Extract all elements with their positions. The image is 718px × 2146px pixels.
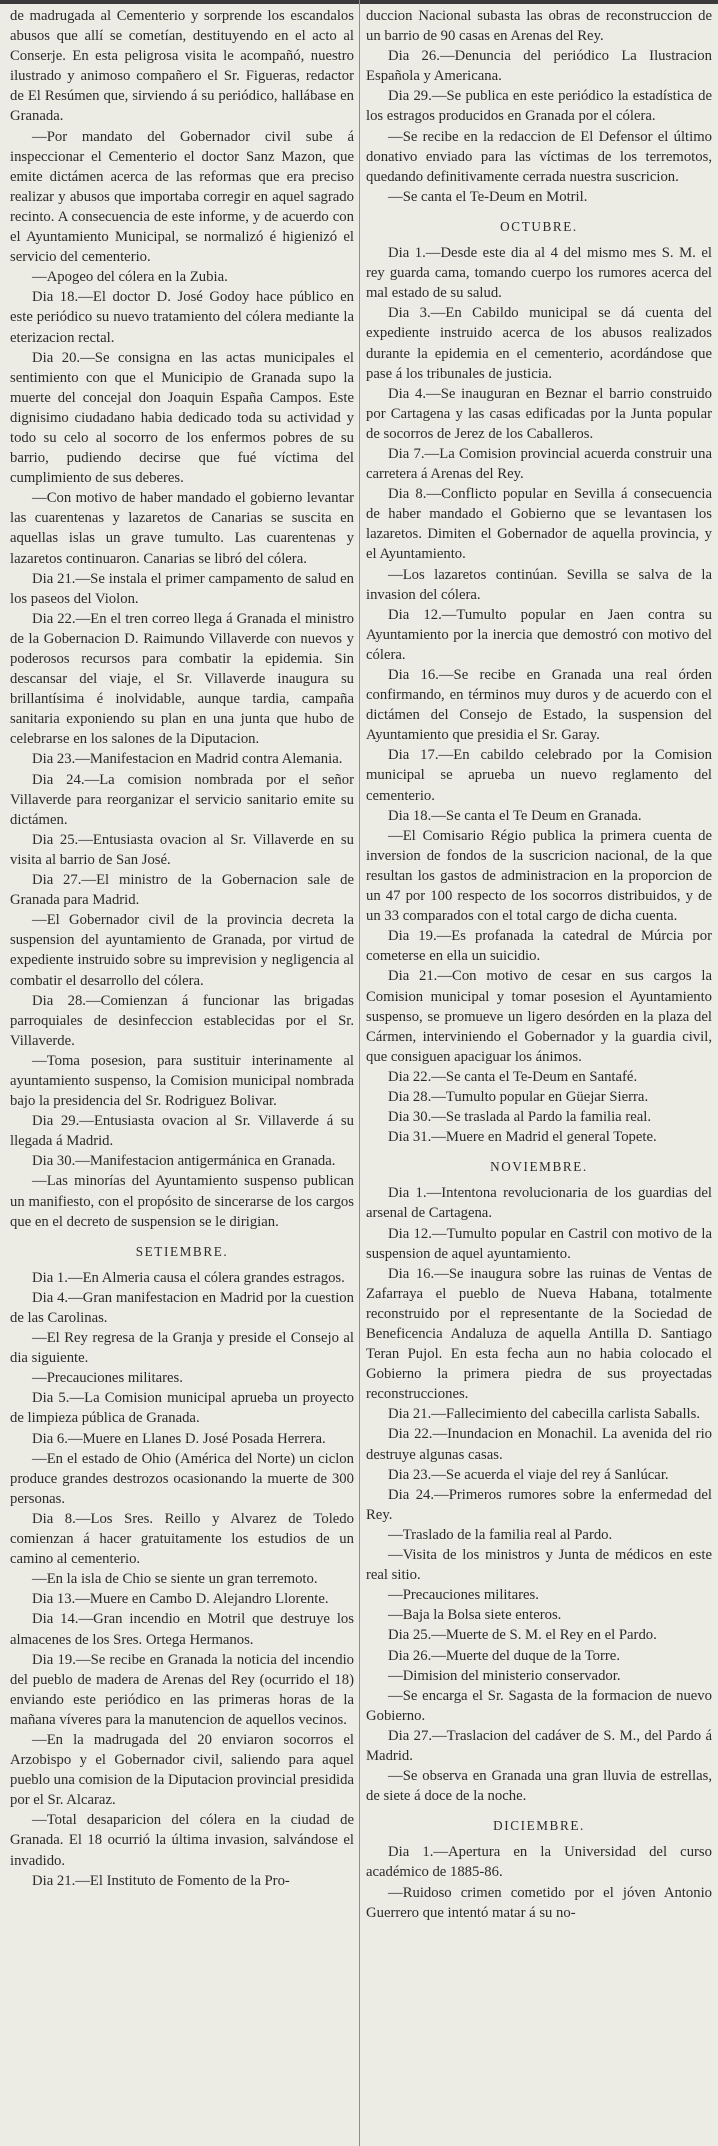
- month-heading: NOVIEMBRE.: [490, 1159, 588, 1175]
- left-column-entry: Dia 28.—Comienzan á funcionar las brigadas parroquiales de desinfeccion establecidas por el Sr. Villaverde.: [10, 992, 354, 1049]
- right-column-entry: Dia 12.—Tumulto popular en Castril con motivo de la suspension de aquel ayuntamiento.: [366, 1225, 712, 1262]
- right-column-entry: Dia 1.—Desde este dia al 4 del mismo mes S. M. el rey guarda cama, tomando cuerpo los rumores acerca del mal estado de su salud.: [366, 245, 712, 302]
- left-column-entry: —Total desaparicion del cólera en la ciudad de Granada. El 18 ocurrió la última invasion, salvándose el invadido.: [10, 1812, 354, 1869]
- left-column-entry: —Con motivo de haber mandado el gobierno levantar las cuarentenas y lazaretos de Canarias se suscita en aquellas islas un grave tumulto. Las cuarentenas y lazaretos continuaron. Canarias se libró del cólera.: [10, 490, 354, 567]
- left-column: [10, 6, 354, 2142]
- right-column-entry: —Ruidoso crimen cometido por el jóven Antonio Guerrero que intentó matar á su no-: [366, 1884, 712, 1921]
- right-column-entry: —Traslado de la familia real al Pardo.: [388, 1526, 613, 1543]
- column-divider: [359, 0, 360, 2146]
- left-column-entry: —Toma posesion, para sustituir interinamente al ayuntamiento suspenso, la Comision municipal nombrada bajo la presidencia del Sr. Rodriguez Bolivar.: [10, 1052, 354, 1110]
- right-column-entry: Dia 1.—Intentona revolucionaria de los guardias del arsenal de Cartagena.: [366, 1185, 712, 1222]
- right-column-entry: —Los lazaretos continúan. Sevilla se salva de la invasion del cólera.: [366, 566, 712, 603]
- right-column-entry: —Visita de los ministros y Junta de médicos en este real sitio.: [366, 1547, 712, 1584]
- month-heading: OCTUBRE.: [500, 218, 578, 234]
- right-column-entry: —Se recibe en la redaccion de El Defensor el último donativo enviado para las víctimas de los terremotos, quedando definitivamente cerrada nuestra suscricion.: [366, 128, 712, 185]
- right-column-entry: Dia 3.—En Cabildo municipal se dá cuenta del expediente instruido acerca de los abusos realizados durante la epidemia en el cementerio, acordándose que pase á los tribunales de justicia.: [366, 305, 712, 382]
- right-column-entry: Dia 24.—Primeros rumores sobre la enfermedad del Rey.: [366, 1486, 712, 1523]
- left-column-entry: Dia 20.—Se consigna en las actas municipales el sentimiento con que el Municipio de Granada supo la muerte del concejal don Joaquin España Campos. Este dignisimo ciudadano habia dedicado toda su actividad y todo su celo al socorro de los enfermos pobres de su barrio, pudiendo decirse que fué víctima del cumplimiento de sus deberes.: [10, 349, 354, 487]
- left-column-entry: —Precauciones militares.: [32, 1370, 183, 1387]
- left-column-entry: —En la madrugada del 20 enviaron socorros el Arzobispo y el Gobernador civil, saliendo para aquel pueblo una comision de la Diputacion provincial presidida por el Sr. Alcaraz.: [10, 1731, 354, 1809]
- right-column-entry: —Baja la Bolsa siete enteros.: [388, 1607, 562, 1624]
- left-column-entry: Dia 21.—Se instala el primer campamento de salud en los paseos del Violon.: [10, 570, 354, 607]
- left-column-entry: Dia 13.—Muere en Cambo D. Alejandro Llorente.: [32, 1591, 329, 1608]
- right-column-entry: duccion Nacional subasta las obras de reconstruccion de un barrio de 90 casas en Arenas del Rey.: [366, 8, 712, 45]
- right-column-entry: Dia 1.—Apertura en la Universidad del curso académico de 1885-86.: [366, 1844, 712, 1881]
- left-column-entry: Dia 5.—La Comision municipal aprueba un proyecto de limpieza pública de Granada.: [10, 1390, 354, 1427]
- right-column-entry: Dia 31.—Muere en Madrid el general Topete.: [388, 1129, 657, 1146]
- right-column-entry: Dia 28.—Tumulto popular en Güejar Sierra.: [388, 1088, 649, 1105]
- right-column-entry: Dia 16.—Se recibe en Granada una real órden confirmando, en términos muy duros y de acuerdo con el dictámen del Consejo de Estado, la suspension del Ayuntamiento que presidia el Sr. Garay.: [366, 667, 712, 744]
- left-column-entry: —En el estado de Ohio (América del Norte) un ciclon produce grandes destrozos ocasionando la muerte de 300 personas.: [10, 1450, 354, 1507]
- right-column-entry: Dia 4.—Se inauguran en Beznar el barrio construido por Cartagena y las casas edificadas por la Junta popular de socorros de Jerez de los Caballeros.: [366, 385, 712, 442]
- left-column-entry: —El Rey regresa de la Granja y preside el Consejo al dia siguiente.: [10, 1330, 354, 1367]
- right-column-entry: —Dimision del ministerio conservador.: [388, 1667, 621, 1684]
- left-column-entry: —En la isla de Chio se siente un gran terremoto.: [32, 1571, 318, 1588]
- right-column-entry: Dia 18.—Se canta el Te Deum en Granada.: [388, 807, 642, 824]
- month-heading: SETIEMBRE.: [135, 1243, 229, 1259]
- left-column-entry: Dia 6.—Muere en Llanes D. José Posada Herrera.: [32, 1430, 326, 1447]
- right-column-entry: Dia 19.—Es profanada la catedral de Múrcia por cometerse en ella un suicidio.: [366, 928, 712, 965]
- right-column-entry: Dia 8.—Conflicto popular en Sevilla á consecuencia de haber mandado el Gobierno que se levantasen los lazaretos. Dimiten el Gobernador de aquella provincia, y el Ayuntamiento.: [366, 486, 712, 563]
- left-column-entry: Dia 27.—El ministro de la Gobernacion sale de Granada para Madrid.: [10, 872, 354, 909]
- left-column-entry: Dia 25.—Entusiasta ovacion al Sr. Villaverde en su visita al barrio de San José.: [10, 831, 354, 868]
- left-column-entry: Dia 18.—El doctor D. José Godoy hace público en este periódico su nuevo tratamiento del cólera mediante la eterizacion rectal.: [10, 289, 354, 346]
- left-column-entry: Dia 19.—Se recibe en Granada la noticia del incendio del pueblo de madera de Arenas del Rey (ocurrido el 18) enviando este periódico en las primeras horas de la mañana víveres para la manutencion de aquellos vecinos.: [10, 1651, 354, 1728]
- right-column-entry: —Se canta el Te-Deum en Motril.: [388, 188, 588, 205]
- month-heading: DICIEMBRE.: [493, 1818, 585, 1834]
- right-column: [366, 6, 712, 2142]
- left-column-entry: Dia 4.—Gran manifestacion en Madrid por la cuestion de las Carolinas.: [10, 1289, 354, 1326]
- right-column-entry: Dia 30.—Se traslada al Pardo la familia real.: [388, 1109, 652, 1126]
- left-column-entry: —Las minorías del Ayuntamiento suspenso publican un manifiesto, con el propósito de sincerarse de los cargos que en el decreto de suspension se le dirigian.: [10, 1173, 354, 1230]
- right-column-entry: Dia 26.—Muerte del duque de la Torre.: [388, 1647, 620, 1664]
- right-column-entry: Dia 21.—Fallecimiento del cabecilla carlista Saballs.: [388, 1406, 701, 1423]
- right-column-entry: Dia 17.—En cabildo celebrado por la Comision municipal se aprueba un nuevo reglamento del cementerio.: [366, 747, 712, 804]
- left-column-entry: Dia 8.—Los Sres. Reillo y Alvarez de Toledo comienzan á hacer gratuitamente los estudios de un camino al cementerio.: [10, 1510, 354, 1568]
- right-column-entry: Dia 22.—Se canta el Te-Deum en Santafé.: [388, 1068, 638, 1085]
- right-column-entry: —El Comisario Régio publica la primera cuenta de inversion de fondos de la suscricion nacional, de la que resultan los gastos de administracion en la proporcion de un 47 por 100 respecto de los socorros distribuidos, y de un 33 comparados con el total cargo de dicha cuenta.: [366, 827, 712, 925]
- right-column-entry: Dia 23.—Se acuerda el viaje del rey á Sanlúcar.: [388, 1466, 669, 1483]
- left-column-entry: de madrugada al Cementerio y sorprende los escandalos abusos que allí se cometían, destituyendo en el acto al Conserje. En esta peligrosa visita le acompañó, nuestro ilustrado y animoso compañero el Sr. Figueras, redactor de El Resúmen que, sirviendo á su periódico, hallábase en Granada.: [10, 8, 354, 125]
- left-column-entry: —Apogeo del cólera en la Zubia.: [32, 269, 228, 286]
- right-column-entry: —Precauciones militares.: [388, 1587, 539, 1604]
- right-column-entry: Dia 22.—Inundacion en Monachil. La avenida del rio destruye algunas casas.: [366, 1426, 712, 1463]
- left-column-entry: Dia 21.—El Instituto de Fomento de la Pro-: [32, 1872, 290, 1889]
- left-column-entry: Dia 22.—En el tren correo llega á Granada el ministro de la Gobernacion D. Raimundo Villaverde con nuevos y poderosos recursos para combatir la epidemia. Sin descansar del viaje, el Sr. Villaverde inaugura su brillantísima é inolvidable, aunque tardia, campaña sanitaria exponiendo su plan en una junta que hubo de celebrarse en los salones de la Diputacion.: [10, 610, 354, 748]
- right-column-entry: Dia 12.—Tumulto popular en Jaen contra su Ayuntamiento por la inercia que demostró con motivo del cólera.: [366, 606, 712, 663]
- right-column-entry: Dia 26.—Denuncia del periódico La Ilustracion Española y Americana.: [366, 48, 712, 85]
- left-column-entry: Dia 14.—Gran incendio en Motril que destruye los almacenes de los Sres. Ortega Hermanos.: [10, 1611, 354, 1648]
- left-column-entry: Dia 1.—En Almeria causa el cólera grandes estragos.: [32, 1269, 345, 1286]
- left-column-entry: —Por mandato del Gobernador civil sube á inspeccionar el Cementerio el doctor Sanz Mazon, que emite dictámen acerca de las reformas que era preciso realizar y abusos que importaba corregir en aquel sagrado recinto. A consecuencia de este informe, y de acuerdo con el Ayuntamiento Municipal, se normalizó é higienizó el servicio del cementerio.: [10, 128, 354, 266]
- right-column-entry: Dia 25.—Muerte de S. M. el Rey en el Pardo.: [388, 1627, 657, 1644]
- right-column-entry: —Se observa en Granada una gran lluvia de estrellas, de siete á doce de la noche.: [366, 1768, 712, 1805]
- left-column-entry: Dia 23.—Manifestacion en Madrid contra Alemania.: [32, 751, 343, 768]
- left-column-entry: Dia 24.—La comision nombrada por el señor Villaverde para reorganizar el servicio sanitario emite su dictámen.: [10, 771, 354, 828]
- right-column-entry: —Se encarga el Sr. Sagasta de la formacion de nuevo Gobierno.: [366, 1687, 712, 1724]
- left-column-entry: Dia 30.—Manifestacion antigermánica en Granada.: [32, 1153, 336, 1170]
- right-column-entry: Dia 7.—La Comision provincial acuerda construir una carretera á Arenas del Rey.: [366, 445, 712, 483]
- right-column-entry: Dia 21.—Con motivo de cesar en sus cargos la Comision municipal y tomar posesion el Ayuntamiento suspenso, se promueve un ligero desórden en la plaza del Cármen, interviniendo el Gobernador y la guardia civil, que consiguen apaciguar los ánimos.: [366, 968, 712, 1065]
- left-column-entry: —El Gobernador civil de la provincia decreta la suspension del ayuntamiento de Granada, por virtud de expediente instruido sobre su imprevision y negligencia al combatir el desarrollo del cólera.: [10, 912, 354, 989]
- right-column-entry: Dia 16.—Se inaugura sobre las ruinas de Ventas de Zafarraya el pueblo de Nueva Habana, totalmente reconstruido por el representante de la Sociedad de Beneficencia Andaluza de aquella Antilla D. Santiago Teran Pujol. En esta fecha aun no habia colocado el Gobierno la primera piedra de sus proyectadas reconstrucciones.: [366, 1265, 712, 1403]
- right-column-entry: Dia 27.—Traslacion del cadáver de S. M., del Pardo á Madrid.: [366, 1727, 712, 1764]
- right-column-entry: Dia 29.—Se publica en este periódico la estadística de los estragos producidos en Granada por el cólera.: [366, 88, 712, 125]
- left-column-entry: Dia 29.—Entusiasta ovacion al Sr. Villaverde á su llegada á Madrid.: [10, 1113, 354, 1150]
